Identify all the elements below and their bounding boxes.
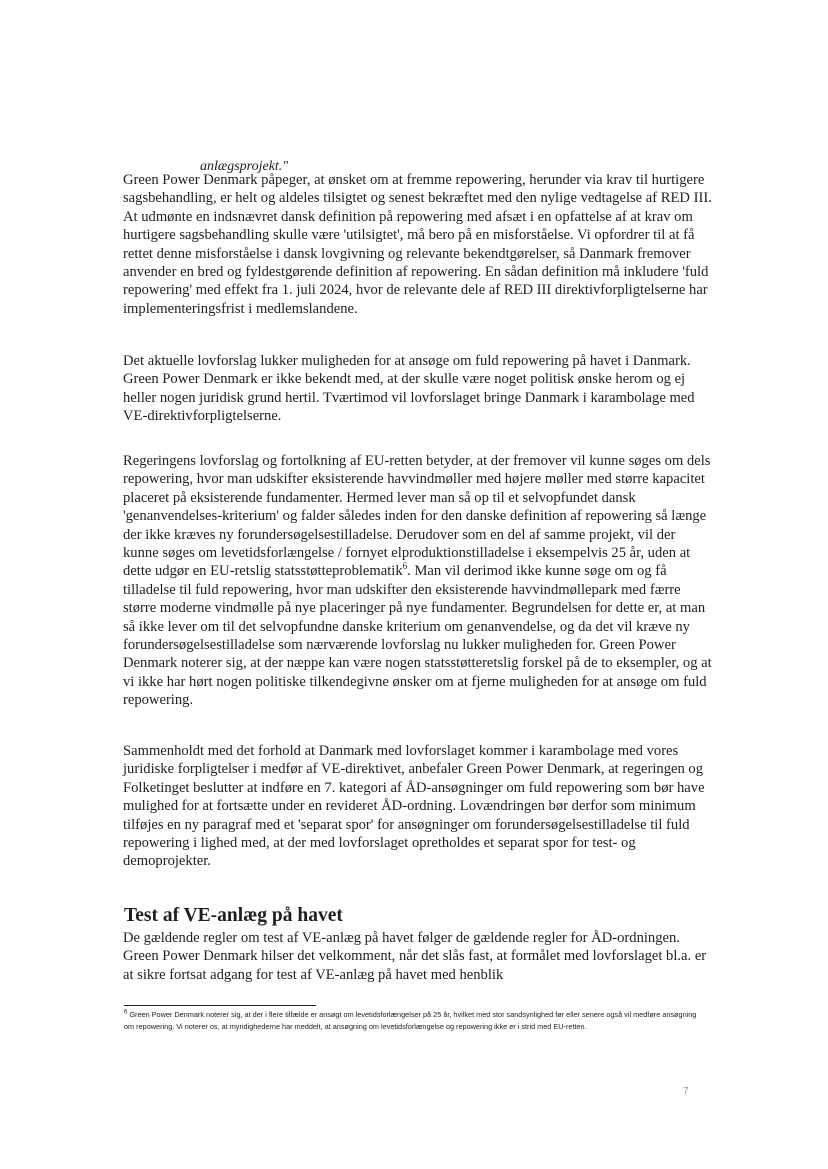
footnote bbox=[124, 1009, 704, 1033]
paragraph-text: Regeringens lovforslag og fortolkning af EU-retten betyder, at der fremover vil kunne søges om dels repowering, hvor man udskifter eksisterende havvindmøller med højere møller med større kapacitet placeret på eksisterende fundamenter. Hermed lever man så op til et selvopfundet dansk 'genanvendelses-kriterium' og falder således inden for den danske definition af repowering så længe der ikke kræves ny forundersøgelsestilladelse. Derudover som en del af samme projekt, vil der kunne søges om levetidsforlængelse / fornyet elproduktionstilladelse i eksempelvis 25 år, uden at dette udgør en EU-retslig statsstøtteproblematik bbox=[123, 453, 711, 580]
paragraph-recommendation: Sammenholdt med det forhold at Danmark med lovforslaget kommer i karambolage med vores juridiske forpligtelser i medfør af VE-direktivet, anbefaler Green Power Denmark, at regeringen og Folketinget beslutter at indføre en 7. kategori af ÅD-ansøgninger om fuld repowering som bør have mulighed for at fortsætte under en revideret ÅD-ordning. Lovændringen bør derfor som minimum tilføjes en ny paragraf med et 'separat spor' for ansøgninger om forundersøgelsestilladelse til fuld repowering i lighed med, at der med lovforslaget opretholdes et separat spor for test- og demoprojekter. bbox=[123, 743, 705, 870]
paragraph-repowering-definition: Green Power Denmark påpeger, at ønsket om at fremme repowering, herunder via krav til hurtigere sagsbehandling, er helt og aldeles tilsigtet og senest bekræftet med den nylige vedtagelse af RED III. At udmønte en indsnævret dansk definition på repowering med afsæt i en opfattelse af at krav om hurtigere sagsbehandling skulle være 'utilsigtet', må bero på en misforståelse. Vi opfordrer til at få rettet denne misforståelse i dansk lovgivning og relevante bekendtgørelser, så Danmark fremover anvender en bred og fyldestgørende definition af repowering. En sådan definition må inkludere 'fuld repowering' med effekt fra 1. juli 2024, hvor de relevante dele af RED III direktivforpligtelserne har implementeringsfrist i medlemslandene. bbox=[123, 172, 712, 317]
paragraph-text: . Man vil derimod ikke kunne søge om og få tilladelse til fuld repowering, hvor man udskifter den eksisterende havvindmøllepark med færre større moderne vindmølle på nye placeringer på nye fundamenter. Begrundelsen for dette er, at man så ikke lever om til det selvopfundne danske kriterium om genanvendelse, og da det vil kræve ny forundersøgelsestilladelse som nærværende lovforslag nu lukker muligheden for. Green Power Denmark noterer sig, at der næppe kan være nogen statsstøtteretslig forskel på de to eksempler, og at vi ikke har hørt nogen politiske tilkendegivne ønsker om at fjerne muligheden for at ansøge om fuld repowering. bbox=[123, 563, 712, 709]
paragraph-test-section: De gældende regler om test af VE-anlæg på havet følger de gældende regler for ÅD-ordningen. Green Power Denmark hilser det velkomment, når det slås fast, at formålet med lovforslaget bl.a. er at sikre fortsat adgang for test af VE-anlæg på havet med henblik bbox=[123, 930, 707, 983]
section-heading: Test af VE-anlæg på havet bbox=[124, 905, 343, 926]
paragraph-government-proposal bbox=[123, 452, 713, 710]
footnote-number: 6 bbox=[124, 1009, 128, 1016]
footnote-reference[interactable]: 6 bbox=[402, 561, 408, 572]
page-number: 7 bbox=[683, 1086, 689, 1097]
footnote-divider bbox=[124, 1005, 316, 1006]
footnote-text: Green Power Denmark noterer sig, at der i flere tilfælde er ansøgt om levetidsforlængelser på 25 år, hvilket med stor sandsynlighed før eller senere også vil medføre ansøgning om repowering. Vi noterer os, at myndighederne har meddelt, at ansøgning om levetidsforlængelse og repowering ikke er i strid med EU-retten. bbox=[124, 1010, 697, 1031]
paragraph-offshore-repowering: Det aktuelle lovforslag lukker muligheden for at ansøge om fuld repowering på havet i Danmark. Green Power Denmark er ikke bekendt med, at der skulle være noget politisk ønske herom og ej heller nogen juridisk grund hertil. Tværtimod vil lovforslaget bringe Danmark i karambolage med VE-direktivforpligtelserne. bbox=[123, 353, 695, 425]
quote-ending: anlægsprojekt." bbox=[200, 159, 289, 174]
